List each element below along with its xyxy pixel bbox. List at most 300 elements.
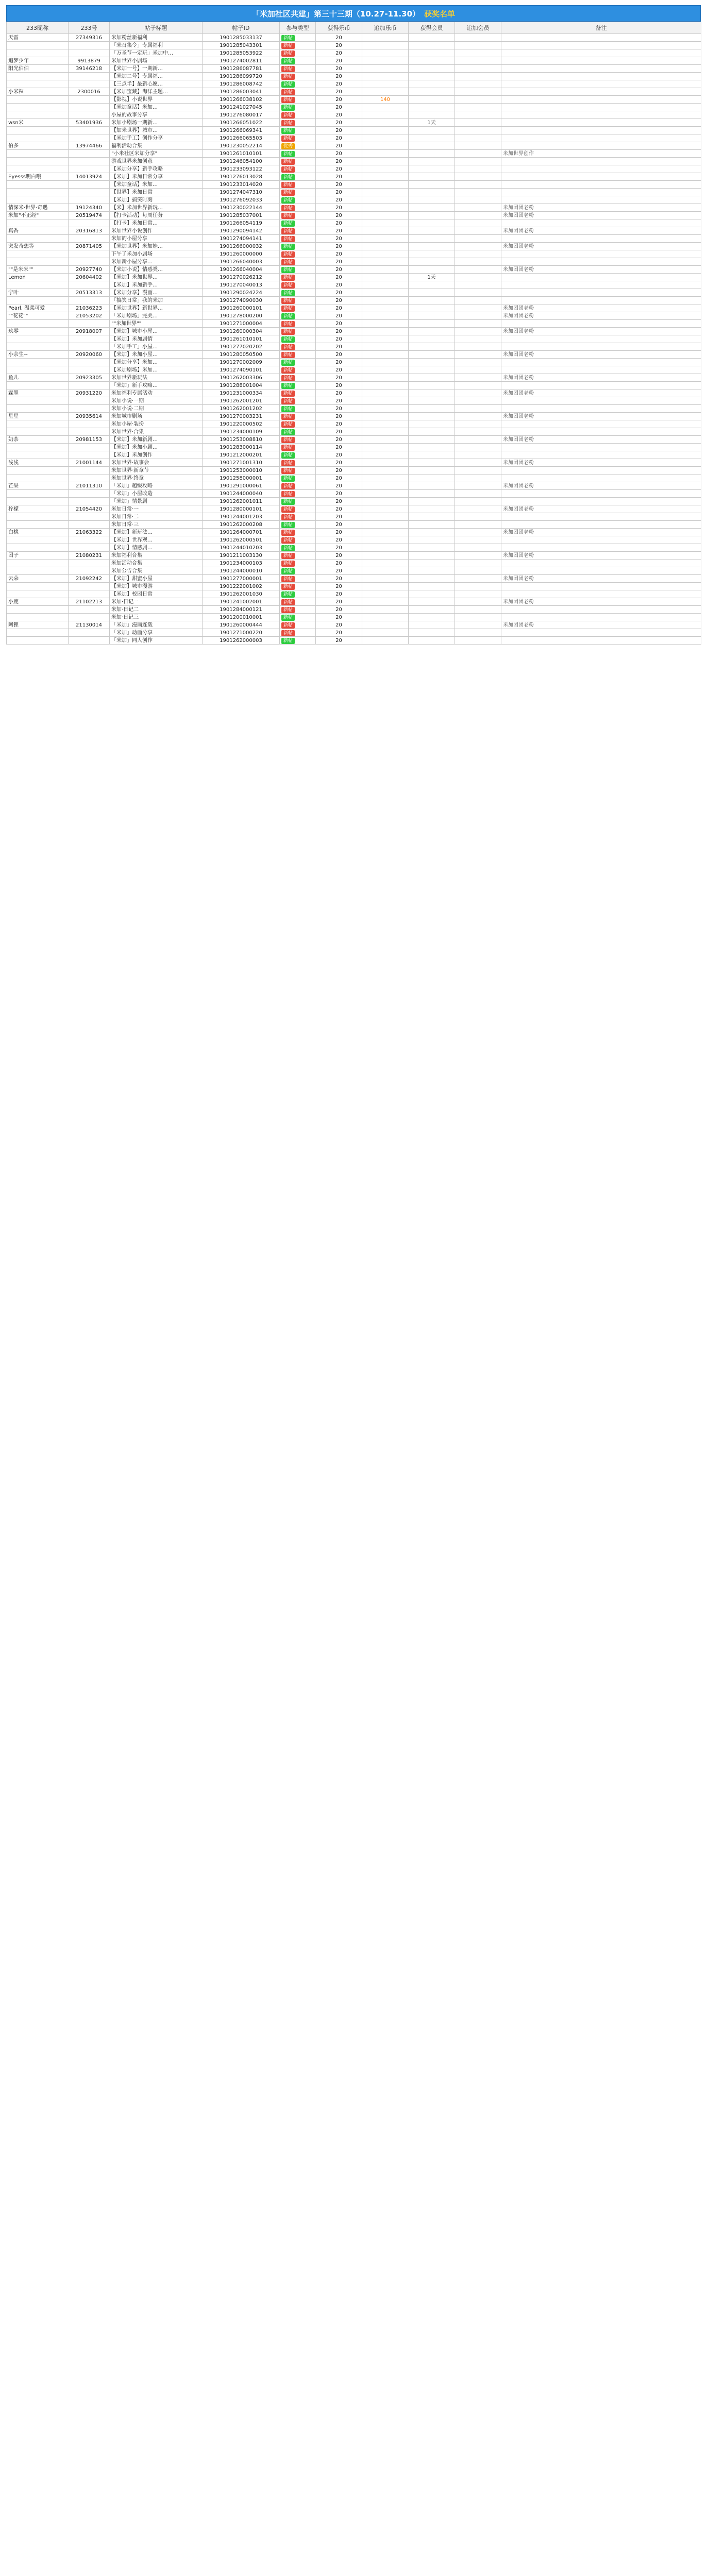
cell-type: [280, 590, 316, 598]
cell-post-id: 1901274090101: [203, 366, 280, 374]
cell-post-id: 1901277020202: [203, 343, 280, 351]
cell-post-title: 米加福利合集: [110, 552, 203, 560]
type-tag: 新帖: [281, 460, 295, 466]
cell-post-title: 「米加」超级攻略: [110, 482, 203, 490]
cell-remark: [501, 34, 701, 42]
sheet1-title-banner: [6, 5, 701, 22]
cell-type: [280, 397, 316, 405]
cell-post-title: 米加小剧场一期新…: [110, 119, 203, 127]
cell-extra-membership: [455, 552, 501, 560]
cell-id: 20981153: [69, 436, 110, 444]
cell-post-id: 1901233093122: [203, 165, 280, 173]
cell-extra-coins: [362, 142, 409, 150]
cell-extra-coins: [362, 583, 409, 590]
type-tag: 新帖: [281, 182, 295, 188]
cell-type: [280, 490, 316, 498]
cell-post-title: 米加的小屋分享: [110, 235, 203, 243]
cell-post-id: 1901286099720: [203, 73, 280, 80]
cell-extra-coins: [362, 158, 409, 165]
cell-id: 21054420: [69, 505, 110, 513]
cell-remark: [501, 111, 701, 119]
cell-nickname: [7, 405, 69, 413]
cell-nickname: [7, 451, 69, 459]
cell-remark: 米加团团老粉: [501, 328, 701, 335]
cell-membership: [409, 505, 455, 513]
cell-nickname: [7, 567, 69, 575]
cell-coins: 20: [316, 73, 362, 80]
cell-extra-coins: [362, 544, 409, 552]
type-tag: 新帖: [281, 630, 295, 636]
cell-coins: 20: [316, 474, 362, 482]
cell-coins: 20: [316, 560, 362, 567]
cell-type: [280, 34, 316, 42]
cell-extra-coins: [362, 127, 409, 134]
cell-coins: 20: [316, 536, 362, 544]
cell-id: [69, 614, 110, 621]
cell-type: [280, 459, 316, 467]
type-tag: 新帖: [281, 584, 295, 590]
cell-nickname: 小余生~: [7, 351, 69, 359]
cell-id: [69, 428, 110, 436]
cell-id: 20935614: [69, 413, 110, 420]
cell-post-title: 【米加分享】漫画…: [110, 289, 203, 297]
cell-post-title: 「米加」情景剧: [110, 498, 203, 505]
cell-post-id: 1901286008742: [203, 80, 280, 88]
winner-row: [7, 513, 701, 521]
cell-id: [69, 536, 110, 544]
cell-extra-coins: [362, 227, 409, 235]
cell-post-id: 1901266040004: [203, 266, 280, 274]
cell-post-title: 【米加】新玩法…: [110, 529, 203, 536]
cell-coins: 20: [316, 96, 362, 104]
cell-remark: [501, 606, 701, 614]
cell-type: [280, 57, 316, 65]
winner-row: [7, 243, 701, 250]
cell-post-title: 米加世界小说创作: [110, 227, 203, 235]
cell-type: [280, 250, 316, 258]
winners-header-row: [7, 22, 701, 34]
cell-coins: 20: [316, 513, 362, 521]
cell-extra-coins: [362, 428, 409, 436]
cell-membership: [409, 521, 455, 529]
cell-extra-membership: [455, 413, 501, 420]
cell-type: [280, 88, 316, 96]
winner-row: [7, 583, 701, 590]
cell-remark: 米加世界创作: [501, 150, 701, 158]
cell-post-title: 小屋的故事分享: [110, 111, 203, 119]
winner-row: [7, 96, 701, 104]
cell-extra-coins: [362, 250, 409, 258]
cell-extra-membership: [455, 567, 501, 575]
cell-remark: [501, 474, 701, 482]
cell-type: [280, 266, 316, 274]
cell-membership: [409, 536, 455, 544]
cell-remark: [501, 335, 701, 343]
cell-post-id: 1901285053922: [203, 49, 280, 57]
cell-remark: [501, 536, 701, 544]
cell-remark: [501, 590, 701, 598]
cell-membership: [409, 127, 455, 134]
cell-coins: 20: [316, 343, 362, 351]
cell-nickname: 鱼儿: [7, 374, 69, 382]
cell-nickname: 阳光伯伯: [7, 65, 69, 73]
cell-post-title: 米加小屋·装扮: [110, 420, 203, 428]
winner-row: [7, 80, 701, 88]
cell-membership: [409, 544, 455, 552]
cell-post-title: ""米加世界"": [110, 320, 203, 328]
type-tag: 新帖: [281, 383, 295, 389]
cell-membership: [409, 158, 455, 165]
cell-coins: 20: [316, 196, 362, 204]
type-tag: 新帖: [281, 97, 295, 103]
cell-post-title: 米加日常·一: [110, 505, 203, 513]
type-tag: 新帖: [281, 128, 295, 134]
cell-extra-coins: [362, 389, 409, 397]
cell-extra-membership: [455, 142, 501, 150]
cell-extra-coins: [362, 490, 409, 498]
winner-row: [7, 335, 701, 343]
type-tag: 新帖: [281, 298, 295, 304]
cell-post-title: 【世界】米加日常: [110, 189, 203, 196]
cell-membership: [409, 328, 455, 335]
cell-membership: [409, 65, 455, 73]
cell-nickname: [7, 281, 69, 289]
cell-post-id: 1901220000502: [203, 420, 280, 428]
type-tag: 新帖: [281, 236, 295, 242]
cell-nickname: [7, 490, 69, 498]
cell-nickname: [7, 104, 69, 111]
winner-row: [7, 552, 701, 560]
winner-row: [7, 637, 701, 645]
winner-row: [7, 366, 701, 374]
winners-sheet: [6, 5, 701, 645]
type-tag: 新帖: [281, 599, 295, 605]
cell-nickname: [7, 219, 69, 227]
cell-nickname: [7, 590, 69, 598]
cell-type: [280, 444, 316, 451]
cell-extra-coins: [362, 405, 409, 413]
cell-extra-membership: [455, 173, 501, 181]
cell-id: [69, 219, 110, 227]
type-tag: 新帖: [281, 197, 295, 204]
cell-remark: [501, 73, 701, 80]
cell-id: 20918007: [69, 328, 110, 335]
cell-id: [69, 181, 110, 189]
cell-remark: 米加团团老粉: [501, 598, 701, 606]
cell-extra-membership: [455, 335, 501, 343]
cell-membership: [409, 366, 455, 374]
cell-extra-coins: [362, 42, 409, 49]
cell-id: 20923305: [69, 374, 110, 382]
cell-extra-membership: [455, 544, 501, 552]
cell-coins: 20: [316, 420, 362, 428]
cell-coins: 20: [316, 405, 362, 413]
winner-row: [7, 49, 701, 57]
cell-coins: 20: [316, 451, 362, 459]
winner-row: [7, 204, 701, 212]
cell-id: 20513313: [69, 289, 110, 297]
cell-remark: 米加团团老粉: [501, 552, 701, 560]
type-tag: 新帖: [281, 105, 295, 111]
cell-post-title: 【米加】城市小屋…: [110, 328, 203, 335]
cell-post-id: 1901288001004: [203, 382, 280, 389]
cell-nickname: 星星: [7, 413, 69, 420]
cell-extra-membership: [455, 320, 501, 328]
cell-coins: 20: [316, 521, 362, 529]
cell-remark: 米加团团老粉: [501, 204, 701, 212]
cell-post-title: 【米加】城市漫游: [110, 583, 203, 590]
cell-membership: [409, 335, 455, 343]
cell-remark: [501, 614, 701, 621]
cell-nickname: 天雷: [7, 34, 69, 42]
cell-coins: 20: [316, 351, 362, 359]
cell-nickname: [7, 181, 69, 189]
winner-row: [7, 219, 701, 227]
cell-extra-coins: [362, 134, 409, 142]
cell-post-title: 「米加」同人创作: [110, 637, 203, 645]
cell-id: [69, 335, 110, 343]
type-tag: 新帖: [281, 159, 295, 165]
cell-nickname: [7, 127, 69, 134]
cell-nickname: [7, 498, 69, 505]
winner-row: [7, 629, 701, 637]
cell-remark: [501, 235, 701, 243]
cell-coins: 20: [316, 637, 362, 645]
cell-extra-membership: [455, 428, 501, 436]
cell-remark: [501, 490, 701, 498]
cell-post-title: 【米加童话】米加…: [110, 104, 203, 111]
cell-id: [69, 42, 110, 49]
cell-coins: 20: [316, 165, 362, 173]
cell-coins: 20: [316, 397, 362, 405]
cell-membership: [409, 235, 455, 243]
cell-extra-membership: [455, 111, 501, 119]
cell-type: [280, 80, 316, 88]
winner-row: [7, 42, 701, 49]
winner-row: [7, 196, 701, 204]
cell-type: [280, 366, 316, 374]
cell-extra-coins: [362, 521, 409, 529]
cell-post-id: 1901212000201: [203, 451, 280, 459]
cell-extra-membership: [455, 590, 501, 598]
cell-extra-coins: [362, 111, 409, 119]
cell-coins: 20: [316, 598, 362, 606]
cell-type: [280, 119, 316, 127]
cell-extra-membership: [455, 134, 501, 142]
cell-post-id: 1901260000000: [203, 250, 280, 258]
cell-post-id: 1901241002001: [203, 598, 280, 606]
cell-remark: [501, 629, 701, 637]
cell-remark: [501, 189, 701, 196]
col-extra-coins: 追加乐币: [362, 22, 409, 34]
cell-post-id: 1901244000010: [203, 567, 280, 575]
winner-row: [7, 621, 701, 629]
type-tag: 新帖: [281, 228, 295, 234]
cell-id: 14013924: [69, 173, 110, 181]
cell-type: [280, 606, 316, 614]
col-233-id: 233号: [69, 22, 110, 34]
cell-post-title: 米加日常·三: [110, 521, 203, 529]
cell-extra-coins: [362, 150, 409, 158]
cell-post-id: 1901280050500: [203, 351, 280, 359]
cell-post-id: 1901264000701: [203, 529, 280, 536]
winner-row: [7, 614, 701, 621]
cell-id: [69, 73, 110, 80]
cell-id: [69, 451, 110, 459]
cell-extra-membership: [455, 227, 501, 235]
cell-post-id: 1901234000109: [203, 428, 280, 436]
cell-post-id: 1901261010101: [203, 335, 280, 343]
cell-post-id: 1901277000001: [203, 575, 280, 583]
cell-coins: 20: [316, 304, 362, 312]
cell-post-id: 1901278000200: [203, 312, 280, 320]
cell-nickname: [7, 158, 69, 165]
type-tag: 新帖: [281, 607, 295, 613]
cell-extra-coins: [362, 181, 409, 189]
cell-id: [69, 366, 110, 374]
winner-row: [7, 420, 701, 428]
cell-post-title: 米加世界·合集: [110, 428, 203, 436]
cell-extra-membership: [455, 420, 501, 428]
cell-coins: 20: [316, 459, 362, 467]
cell-extra-coins: [362, 274, 409, 281]
winner-row: [7, 529, 701, 536]
cell-coins: 20: [316, 142, 362, 150]
cell-post-title: 【米加世界】新世界…: [110, 304, 203, 312]
col-post-id: 帖子ID: [203, 22, 280, 34]
cell-id: [69, 258, 110, 266]
cell-post-title: 「米加剧场」完美…: [110, 312, 203, 320]
cell-extra-membership: [455, 96, 501, 104]
winner-row: [7, 281, 701, 289]
cell-nickname: Pearl. 温柔可爱: [7, 304, 69, 312]
cell-type: [280, 382, 316, 389]
winner-row: [7, 289, 701, 297]
cell-membership: [409, 389, 455, 397]
cell-remark: 米加团团老粉: [501, 459, 701, 467]
type-tag: 新帖: [281, 421, 295, 428]
cell-extra-membership: [455, 351, 501, 359]
winner-row: [7, 212, 701, 219]
cell-post-title: 【米加】米加创作: [110, 451, 203, 459]
cell-remark: 米加团团老粉: [501, 505, 701, 513]
cell-post-title: 【米加手工】创作分享: [110, 134, 203, 142]
cell-coins: 20: [316, 382, 362, 389]
cell-id: 21080231: [69, 552, 110, 560]
cell-id: [69, 560, 110, 567]
type-tag: 新帖: [281, 251, 295, 258]
cell-type: [280, 621, 316, 629]
cell-extra-coins: [362, 266, 409, 274]
cell-extra-coins: [362, 420, 409, 428]
type-tag: 新帖: [281, 329, 295, 335]
cell-coins: 20: [316, 366, 362, 374]
winner-row: [7, 382, 701, 389]
cell-type: [280, 637, 316, 645]
cell-id: [69, 127, 110, 134]
cell-post-id: 1901286003041: [203, 88, 280, 96]
cell-remark: 米加团团老粉: [501, 389, 701, 397]
cell-coins: 20: [316, 297, 362, 304]
cell-type: [280, 227, 316, 235]
type-tag: 新帖: [281, 360, 295, 366]
cell-membership: [409, 34, 455, 42]
cell-extra-membership: [455, 328, 501, 335]
cell-coins: 20: [316, 444, 362, 451]
type-tag: 新帖: [281, 522, 295, 528]
cell-extra-coins: [362, 382, 409, 389]
cell-id: [69, 382, 110, 389]
winner-row: [7, 297, 701, 304]
cell-type: [280, 629, 316, 637]
cell-type: [280, 204, 316, 212]
cell-nickname: 小鹿: [7, 598, 69, 606]
cell-extra-coins: [362, 243, 409, 250]
cell-extra-coins: [362, 49, 409, 57]
cell-remark: 米加团团老粉: [501, 243, 701, 250]
cell-nickname: [7, 335, 69, 343]
type-tag: 新帖: [281, 437, 295, 443]
cell-nickname: 浅浅: [7, 459, 69, 467]
winner-row: [7, 474, 701, 482]
cell-nickname: [7, 606, 69, 614]
cell-id: [69, 150, 110, 158]
cell-id: [69, 544, 110, 552]
cell-id: 21053202: [69, 312, 110, 320]
cell-extra-membership: [455, 212, 501, 219]
cell-nickname: [7, 467, 69, 474]
winner-row: [7, 173, 701, 181]
cell-id: [69, 498, 110, 505]
type-tag: 新帖: [281, 615, 295, 621]
cell-remark: [501, 567, 701, 575]
winner-row: [7, 158, 701, 165]
cell-extra-membership: [455, 34, 501, 42]
cell-post-id: 1901274094141: [203, 235, 280, 243]
cell-id: 21063322: [69, 529, 110, 536]
cell-extra-coins: [362, 598, 409, 606]
cell-nickname: [7, 80, 69, 88]
winner-row: [7, 235, 701, 243]
cell-post-title: 【米加】情感剧…: [110, 544, 203, 552]
cell-extra-coins: [362, 281, 409, 289]
cell-remark: [501, 359, 701, 366]
cell-coins: 20: [316, 119, 362, 127]
cell-extra-membership: [455, 196, 501, 204]
cell-type: [280, 335, 316, 343]
cell-id: 39146218: [69, 65, 110, 73]
cell-coins: 20: [316, 552, 362, 560]
cell-post-id: 1901241027045: [203, 104, 280, 111]
type-tag: 新帖: [281, 81, 295, 88]
cell-nickname: [7, 196, 69, 204]
cell-type: [280, 104, 316, 111]
cell-membership: [409, 490, 455, 498]
type-tag: 新帖: [281, 491, 295, 497]
cell-post-id: 1901270003231: [203, 413, 280, 420]
cell-post-id: 1901266065503: [203, 134, 280, 142]
cell-post-title: 米加活动合集: [110, 560, 203, 567]
cell-extra-membership: [455, 498, 501, 505]
winner-row: [7, 521, 701, 529]
sheet1-title: 「米加社区共建」第三十三期（10.27-11.30）: [251, 9, 420, 19]
cell-extra-membership: [455, 397, 501, 405]
cell-nickname: 真香: [7, 227, 69, 235]
cell-extra-coins: [362, 320, 409, 328]
cell-nickname: [7, 73, 69, 80]
winner-row: [7, 459, 701, 467]
winner-row: [7, 389, 701, 397]
